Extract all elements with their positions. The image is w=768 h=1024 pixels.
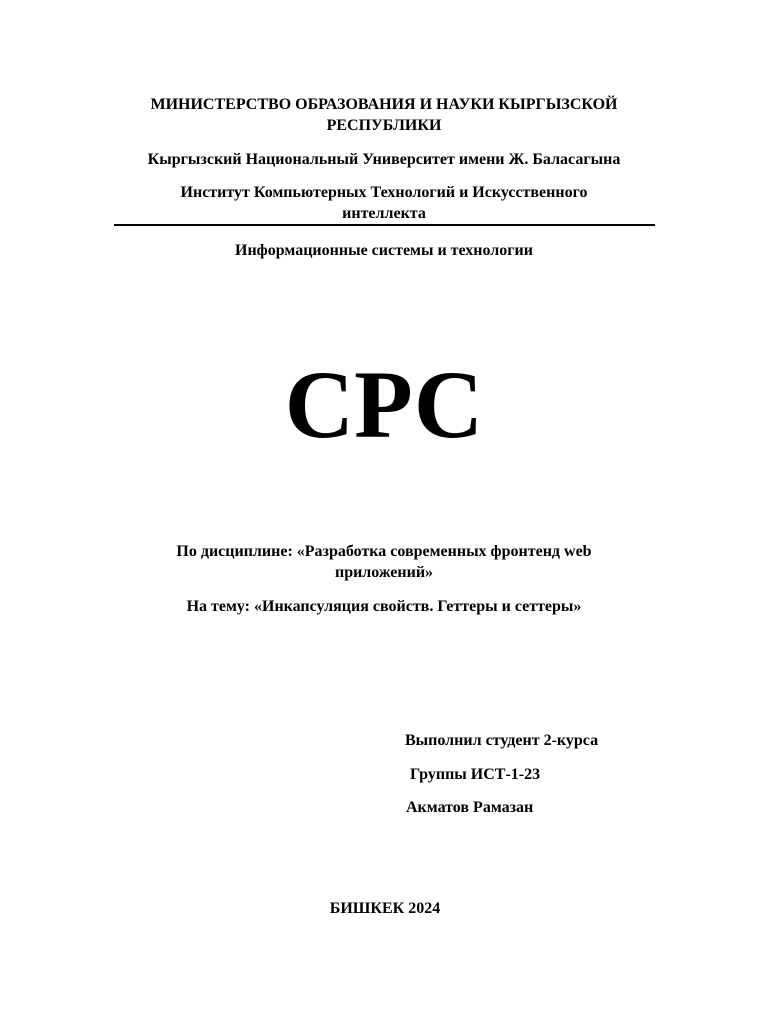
- student-name: Акматов Рамазан: [406, 799, 534, 816]
- university-name: Кыргызский Национальный Университет имени Ж. Баласагына: [147, 151, 621, 168]
- discipline-line-1: По дисциплине: «Разработка современных фронтенд web: [176, 543, 592, 560]
- institute-line-2: интеллекта: [342, 205, 426, 222]
- city-year: БИШКЕК 2024: [329, 900, 441, 917]
- institute-line-1: Институт Компьютерных Технологий и Искусственного: [180, 184, 588, 201]
- ministry-line-1: МИНИСТЕРСТВО ОБРАЗОВАНИЯ И НАУКИ КЫРГЫЗСКОЙ: [150, 96, 618, 113]
- performed-by: Выполнил студент 2-курса: [405, 732, 599, 749]
- student-group: Группы ИСТ-1-23: [410, 766, 541, 783]
- ministry-line-2: РЕСПУБЛИКИ: [326, 117, 442, 134]
- specialty-name: Информационные системы и технологии: [235, 242, 533, 259]
- header-divider: [114, 224, 655, 226]
- discipline-line-2: приложений»: [334, 564, 434, 581]
- topic-line: На тему: «Инкапсуляция свойств. Геттеры и сеттеры»: [186, 598, 582, 615]
- document-title: СРС: [284, 351, 484, 458]
